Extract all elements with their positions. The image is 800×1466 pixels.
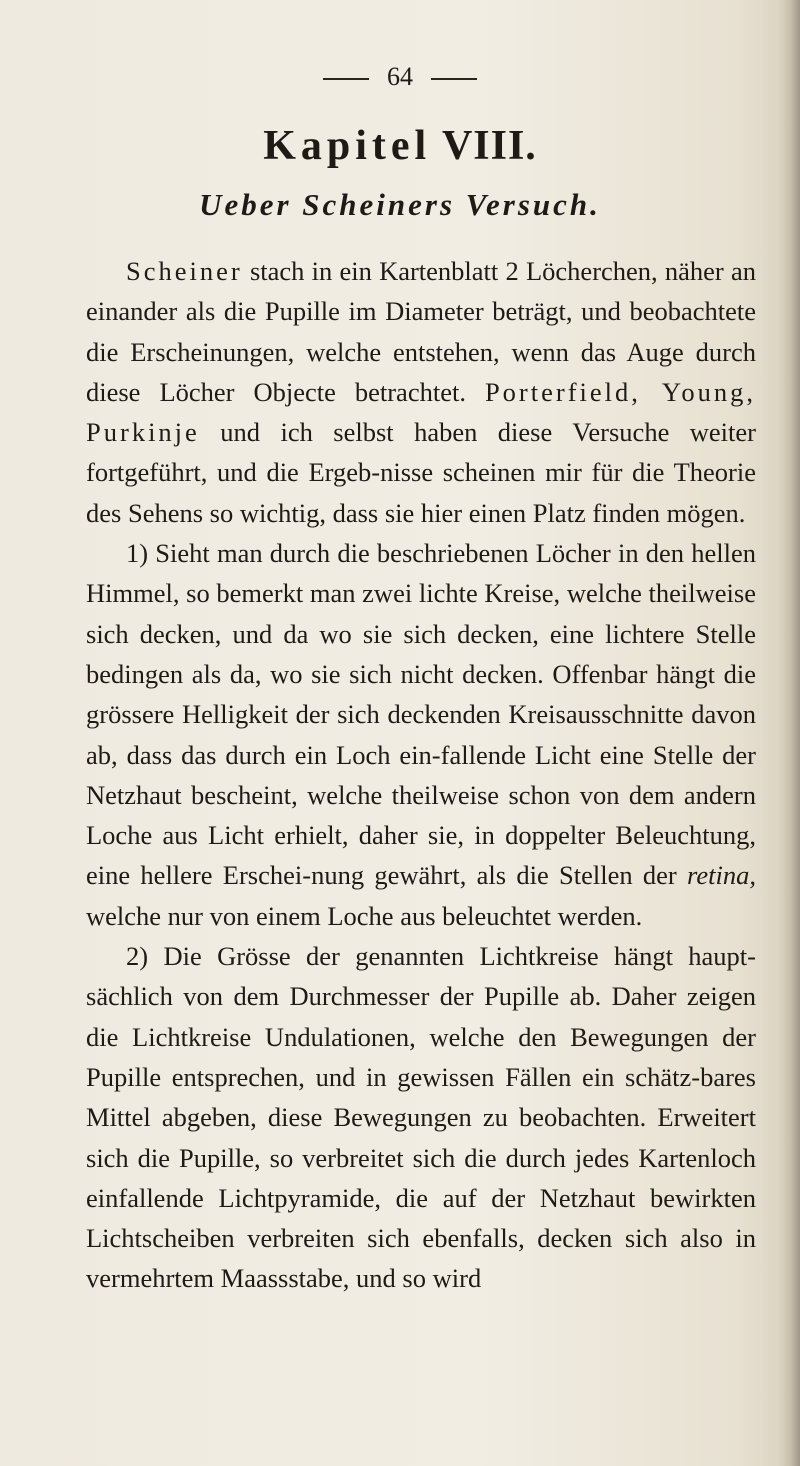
paragraph-1	[86, 251, 756, 533]
chapter-prefix: Kapitel	[263, 123, 432, 169]
left-dash	[323, 78, 369, 80]
names-researchers: Porterfield, Young, Purkinje	[86, 376, 757, 448]
paragraph-2-text-a: 1) Sieht man durch die beschriebenen Löcher in den hellen Himmel, so bemerkt man zwei lichte Kreise, welche theilweise sich decken, und da wo sie sich decken, eine lichtere Stelle bedingen als da, wo sie sich nicht decken. Offenbar hängt die grössere Helligkeit der sich deckenden Kreisausschnitte davon ab, dass das durch ein Loch ein-fallende Licht eine Stelle der Netzhaut bescheint, welche theilweise schon von dem andern Loche aus Licht erhielt, daher sie, in doppelter Beleuchtung, eine hellere Erschei-nung gewährt, als die Stellen der	[86, 538, 756, 891]
paragraph-1-text-a: stach in ein Kartenblatt 2 Löcherchen, näher an einander als die Pupille im Diameter beträgt, und beobachtete die Erscheinungen, welche entstehen, wenn das Auge durch diese Löcher Objecte betrachtet.	[86, 256, 756, 407]
italic-retina: retina,	[687, 860, 756, 891]
right-dash	[431, 78, 477, 80]
paragraph-2-text-b: welche nur von einem Loche aus beleuchtet werden.	[86, 900, 643, 931]
name-scheiner: Scheiner	[126, 256, 243, 286]
body-text	[86, 251, 756, 1299]
chapter-subtitle: Ueber Scheiners Versuch.	[199, 187, 601, 222]
paragraph-2	[86, 533, 756, 936]
chapter-numeral: VIII.	[441, 123, 537, 169]
page-number-row	[0, 62, 800, 92]
paragraph-3	[86, 936, 756, 1299]
page-number: 64	[387, 62, 413, 91]
paragraph-3-text: 2) Die Grösse der genannten Lichtkreise hängt haupt-sächlich von dem Durchmesser der Pupille ab. Daher zeigen die Lichtkreise Undulationen, welche den Bewegungen der Pupille entsprechen, und in gewissen Fällen ein schätz-bares Mittel abgeben, diese Bewegungen zu beobachten. Erweitert sich die Pupille, so verbreitet sich die durch jedes Kartenloch einfallende Lichtpyramide, die auf der Netzhaut bewirkten Lichtscheiben verbreiten sich ebenfalls, decken sich also in vermehrtem Maassstabe, und so wird	[86, 941, 756, 1294]
chapter-title	[0, 120, 800, 172]
paragraph-1-text-b: und ich selbst haben diese Versuche weiter fortgeführt, und die Ergeb-nisse scheinen mir für die Theorie des Sehens so wichtig, dass sie hier einen Platz finden mögen.	[86, 417, 756, 528]
